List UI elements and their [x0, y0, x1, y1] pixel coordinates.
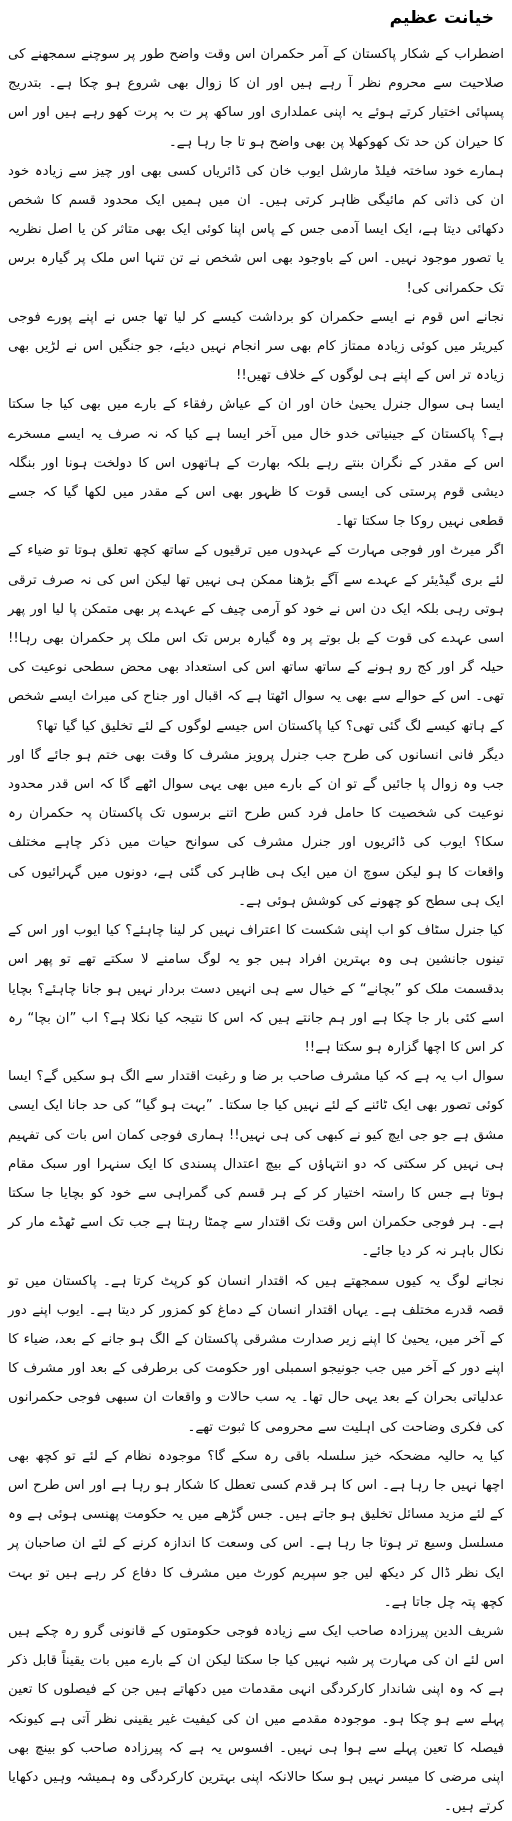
article-paragraph-5: اگر میرٹ اور فوجی مہارت کے عہدوں میں ترقیوں کے ساتھ کچھ تعلق ہوتا تو ضیاء کے لئے بری گیڈیئر کے عہدے سے آگے بڑھنا ممکن ہی نہیں تھا لیکن اس کی نہ صرف ترقی ہوتی رہی بلکہ ایک دن اس نے خود کو آرمی چیف کے عہدے پر بھی متمکن پا لیا اور پھر اسی عہدے کی قوت کے بل بوتے پر وہ گیارہ برس تک اس ملک پر حکمران بھی رہا!! حیلہ گر اور کج رو ہونے کے ساتھ ساتھ اس کی استعداد بھی محض سطحی نوعیت کی تھی۔ اس کے حوالے سے بھی یہ سوال اٹھتا ہے کہ اقبال اور جناح کی میراث ایسے شخص کے ہاتھ کیسے لگ گئی تھی؟ کیا پاکستان اس جیسے لوگوں کے لئے تخلیق کیا گیا تھا؟ — [8, 543, 504, 734]
article-paragraph-9: نجانے لوگ یہ کیوں سمجھتے ہیں کہ اقتدار انسان کو کرپٹ کرتا ہے۔ پاکستان میں تو قصہ قدرے مختلف ہے۔ یہاں اقتدار انسان کے دماغ کو کمزور کر دیتا ہے۔ ایوب اپنے دور کے آخر میں، یحییٰ کا اپنے زیر صدارت مشرقی پاکستان کے الگ ہو جانے کے بعد، ضیاء کا اپنے دور کے آخر میں جب جونیجو اسمبلی اور حکومت کی برطرفی کے بعد اور مشرف کا عدلیاتی بحران کے بعد یہی حال تھا۔ یہ سب حالات و واقعات ان سبھی فوجی حکمرانوں کی فکری وضاحت کی اہلیت سے محرومی کا ثبوت تھے۔ — [8, 1273, 504, 1435]
article-paragraph-4: ایسا ہی سوال جنرل یحییٰ خان اور ان کے عیاش رفقاء کے بارے میں بھی کیا جا سکتا ہے؟ پاکستان کے جینیاتی خدو خال میں آخر ایسا ہے کیا کہ نہ صرف یہ ایسے مسخرے اس کے مقدر کے نگران بنتے رہے بلکہ بھارت کے ہاتھوں اس کا دولخت ہونا اور بنگلہ دیشی قوم پرستی کی ایسی قوت کا ظہور بھی اس کے مقدر میں لکھا گیا کہ جسے قطعی نہیں روکا جا سکتا تھا۔ — [8, 397, 504, 530]
article-body — [8, 40, 504, 1821]
article-paragraph-2: ہمارے خود ساختہ فیلڈ مارشل ایوب خان کی ڈائریاں کسی بھی اور چیز سے زیادہ خود ان کی ذاتی کم مائیگی ظاہر کرتی ہیں۔ ان میں ہمیں ایک محدود قسم کا شخص دکھائی دیتا ہے، ایک ایسا آدمی جس کے پاس اپنا کوئی ایک بھی متاثر کن یا اصل نظریہ یا تصور موجود نہیں۔ اس کے باوجود بھی اس شخص نے تن تنہا اس ملک پر گیارہ برس تک حکمرانی کی! — [8, 163, 504, 296]
article-title: خیانت عظیم — [389, 8, 494, 28]
article-paragraph-1: اضطراب کے شکار پاکستان کے آمر حکمران اس وقت واضح طور پر سوچنے سمجھنے کی صلاحیت سے محروم نظر آ رہے ہیں اور ان کا زوال بھی شروع ہو چکا ہے۔ بتدریج پسپائی اختیار کرتے ہوئے یہ اپنی عملداری اور ساکھ پر ت بہ پرت کھو رہے ہیں اور اس کا حیران کن حد تک کھوکھلا پن بھی واضح ہو تا جا رہا ہے۔ — [8, 47, 504, 150]
article-paragraph-7: کیا جنرل سٹاف کو اب اپنی شکست کا اعتراف نہیں کر لینا چاہئے؟ کیا ایوب اور اس کے تینوں جانشین ہی وہ بہترین افراد ہیں جو یہ لوگ سامنے لا سکتے تھے تو پھر اس بدقسمت ملک کو ”بچانے“ کے خیال سے ہی انہیں دست بردار نہیں ہو جانا چاہئے؟ بچایا اسے کئی بار جا چکا ہے اور ہم جانتے ہیں کہ اس کا نتیجہ کیا نکلا ہے؟ اب ”ان بچا“ رہ کر اس کا اچھا گزارہ ہو سکتا ہے!! — [8, 923, 504, 1055]
article-paragraph-6: دیگر فانی انسانوں کی طرح جب جنرل پرویز مشرف کا وقت بھی ختم ہو جائے گا اور جب وہ زوال پا جائیں گے تو ان کے بارے میں بھی یہی سوال اٹھے گا کہ اس قدر محدود نوعیت کی شخصیت کا حامل فرد کس طرح اتنے برسوں تک پاکستان پہ حکمران رہ سکا؟ ایوب کی ڈائریوں اور جنرل مشرف کی سوانح حیات میں ذکر چاہے مختلف واقعات کا ہو لیکن سوچ ان میں ایک ہی ظاہر کی گئی ہے، دونوں میں گہرائیوں کی ایک ہی سطح کو چھونے کی کوشش ہوئی ہے۔ — [8, 747, 504, 909]
article-paragraph-8: سوال اب یہ ہے کہ کیا مشرف صاحب بر ضا و رغبت اقتدار سے الگ ہو سکیں گے؟ ایسا کوئی تصور بھی ایک ٹائنے کے لئے نہیں کیا جا سکتا۔ ”بہت ہو گیا“ کی حد جانا ایک ایسی مشق ہے جو جی ایچ کیو نے کبھی کی ہی نہیں!! ہماری فوجی کمان اس بات کی تفہیم ہی نہیں کر سکتی کہ دو انتہاؤں کے بیچ اعتدال پسندی کا ایک سنہرا اور سبک مقام ہوتا ہے جس کا راستہ اختیار کر کے ہر قسم کی گمراہی سے خود کو بچایا جا سکتا ہے۔ ہر فوجی حکمران اس وقت تک اقتدار سے چمٹا رہتا ہے جب تک اسے ٹھڈے مار کر نکال باہر نہ کر دیا جائے۔ — [8, 1069, 504, 1260]
article-paragraph-10: کیا یہ حالیہ مضحکہ خیز سلسلہ باقی رہ سکے گا؟ موجودہ نظام کے لئے تو کچھ بھی اچھا نہیں جا رہا ہے۔ اس کا ہر قدم کسی تعطل کا شکار ہو رہا ہے اور اس طرح اس کے لئے مزید مسائل تخلیق ہو جاتے ہیں۔ جس گڑھے میں یہ حکومت پھنسی ہوئی ہے وہ مسلسل وسیع تر ہوتا جا رہا ہے۔ اس کی وسعت کا اندازہ کرنے کے لئے ان صاحبان پر ایک نظر ڈال کر دیکھ لیں جو سپریم کورٹ میں مشرف کا دفاع کر رہے ہیں تو بہت کچھ پتہ چل جاتا ہے۔ — [8, 1448, 504, 1610]
article-paragraph-11: شریف الدین پیرزادہ صاحب ایک سے زیادہ فوجی حکومتوں کے قانونی گرو رہ چکے ہیں اس لئے ان کی مہارت پر شبہ نہیں کیا جا سکتا لیکن ان کے بارے میں بات یقیناً قابل ذکر ہے کہ وہ اپنی شاندار کارکردگی انہی مقدمات میں دکھاتے ہیں جن کے فیصلوں کا تعین پہلے سے ہو چکا ہو۔ موجودہ مقدمے میں ان کی کیفیت غیر یقینی نظر آتی ہے کیونکہ فیصلہ کا تعین پہلے سے ہوا ہی نہیں۔ افسوس یہ ہے کہ پیرزادہ صاحب کو بینچ بھی اپنی مرضی کا میسر نہیں ہو سکا حالانکہ اپنی بہترین کارکردگی وہ ہمیشہ وہیں دکھایا کرتے ہیں۔ — [8, 1623, 504, 1815]
article-paragraph-3: نجانے اس قوم نے ایسے حکمران کو برداشت کیسے کر لیا تھا جس نے اپنے پورے فوجی کیریئر میں کوئی زیادہ ممتاز کام بھی سر انجام نہیں دیئے، جو جنگیں اس نے لڑیں بھی زیادہ تر اس کے اپنے ہی لوگوں کے خلاف تھیں!! — [8, 309, 504, 384]
